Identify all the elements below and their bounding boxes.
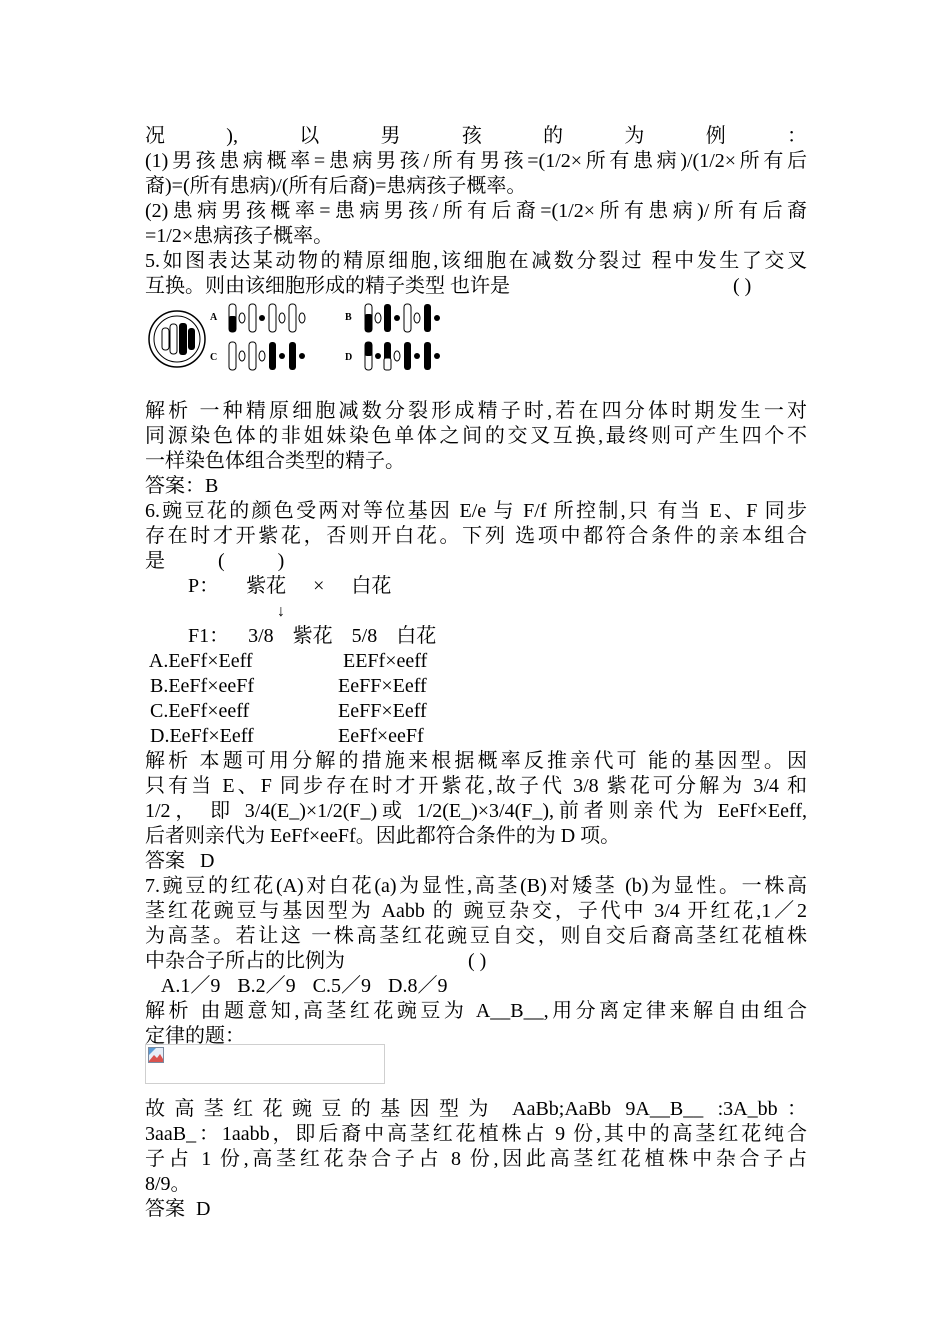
question-7-stem: 中杂合子所占的比例为	[145, 950, 345, 972]
option-6a: EEFf×eeff	[343, 650, 428, 672]
analysis-6: 只有当 E、F 同步存在时才开紫花,故子代 3/8 紫花可分解为 3/4 和	[145, 775, 807, 797]
question-7-stem: 为高茎。若让这 一株高茎红花豌豆自交，则自交后裔高茎红花植株	[145, 925, 807, 947]
broken-image-icon	[148, 1047, 164, 1063]
option-6c: EeFF×Eeff	[338, 700, 427, 722]
answer-blank: ( )	[733, 275, 752, 297]
question-7-stem: 7.豌豆的红花(A)对白花(a)为显性,高茎(B)对矮茎 (b)为显性。一株高	[145, 875, 807, 897]
option-6d: D.EeFf×Eeff	[145, 725, 254, 747]
analysis-6: 解析 本题可用分解的措施来根据概率反推亲代可 能的基因型。因	[145, 750, 807, 772]
answer-7: 答案 D	[145, 1198, 211, 1220]
text-line: 况),以男孩的为例：	[145, 125, 807, 147]
analysis-6: 1/2， 即 3/4(E_)×1/2(F_)或 1/2(E_)×3/4(F_),前者则亲代为 EeFf×Eeff,	[145, 800, 807, 822]
option-c-label: C	[210, 352, 218, 363]
option-c-chromosomes	[229, 342, 305, 370]
answer-6: 答案 D	[145, 850, 215, 872]
analysis-7: 子占 1 份,高茎红花杂合子占 8 份,因此高茎红花植株中杂合子占	[145, 1148, 807, 1170]
analysis-6: 后者则亲代为 EeFf×eeFf。因此都符合条件的为 D 项。	[145, 825, 621, 847]
text-line: (2)患病男孩概率=患病男孩/所有后裔=(1/2×所有患病)/所有后裔	[145, 200, 807, 222]
spermatogonium-cell	[149, 311, 205, 367]
analysis-7: 故高茎红花豌豆的基因型为 AaBb;AaBb 9A__B__ :3A_bb：	[145, 1098, 807, 1120]
option-b-chromosomes	[365, 304, 440, 332]
cross-parents: P： 紫花 × 白花	[188, 575, 392, 597]
option-a-label: A	[210, 312, 218, 323]
cross-arrow: ↓	[277, 603, 285, 620]
question-5-stem: 互换。则由该细胞形成的精子类型 也许是	[145, 275, 510, 297]
option-d-label: D	[345, 352, 353, 363]
analysis-7: 解析 由题意知,高茎红花豌豆为 A__B__,用分离定律来解自由组合	[145, 1000, 807, 1022]
option-6c: C.EeFf×eeff	[145, 700, 250, 722]
broken-image-placeholder	[145, 1044, 385, 1084]
cross-offspring: F1： 3/8 紫花 5/8 白花	[188, 625, 437, 647]
analysis-7: 3aaB_：1aabb，即后裔中高茎红花植株占 9 份,其中的高茎红花纯合	[145, 1123, 807, 1145]
analysis-5: 同源染色体的非姐妹染色单体之间的交叉互换,最终则可产生四个不	[145, 425, 807, 447]
option-6a: A.EeFf×Eeff	[145, 650, 253, 672]
question-6-stem: 是 ( )	[145, 550, 285, 572]
options-7: A.1／9 B.2／9 C.5／9 D.8／9	[145, 975, 448, 997]
analysis-7: 定律的题：	[145, 1025, 245, 1047]
analysis-5: 一样染色体组合类型的精子。	[145, 450, 405, 472]
answer-5: 答案：B	[145, 475, 219, 497]
option-6d: EeFf×eeFf	[338, 725, 424, 747]
question-6-stem: 6.豌豆花的颜色受两对等位基因 E/e 与 F/f 所控制,只 有当 E、F 同步	[145, 500, 807, 522]
text-line: 裔)=(所有患病)/(所有后裔)=患病孩子概率。	[145, 175, 527, 197]
text-line: (1)男孩患病概率=患病男孩/所有男孩=(1/2×所有患病)/(1/2×所有后	[145, 150, 807, 172]
question-6-stem: 存在时才开紫花，否则开白花。下列 选项中都符合条件的亲本组合	[145, 525, 807, 547]
question-5-stem: 5.如图表达某动物的精原细胞,该细胞在减数分裂过 程中发生了交叉	[145, 250, 807, 272]
option-a-chromosomes	[229, 304, 305, 332]
option-b-label: B	[345, 312, 352, 323]
text-line: =1/2×患病孩子概率。	[145, 225, 334, 247]
analysis-5: 解析 一种精原细胞减数分裂形成精子时,若在四分体时期发生一对	[145, 400, 807, 422]
option-6b: B.EeFf×eeFf	[145, 675, 255, 697]
option-d-chromosomes	[365, 342, 440, 370]
answer-blank: ( )	[468, 950, 487, 972]
analysis-7: 8/9。	[145, 1173, 191, 1195]
question-7-stem: 茎红花豌豆与基因型为 Aabb 的 豌豆杂交，子代中 3/4 开红花,1／2	[145, 900, 807, 922]
chromosome-figure	[145, 300, 465, 380]
option-6b: EeFF×Eeff	[338, 675, 427, 697]
